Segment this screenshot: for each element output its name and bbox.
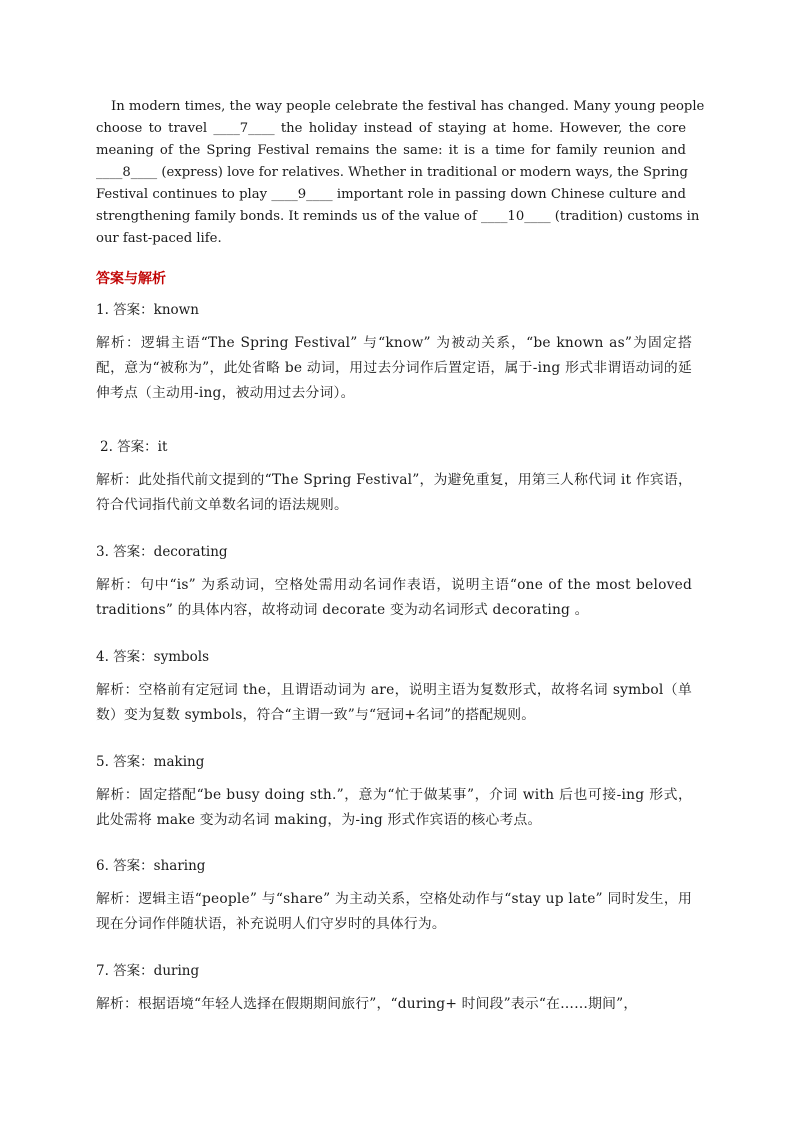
explanation-text: 解析：逻辑主语“The Spring Festival” 与“know” 为被动关系，“be known as”为固定搭配，意为“被称为”，此处省略 be 动词，用过去分词作后置定语，属于-ing 形式非谓语动词的延伸考点（主动用-ing，被动用过去分词）。 (96, 335, 692, 401)
passage-line: strengthening family bonds. It reminds us of the value of ____10____ (tradition) customs in (96, 209, 700, 224)
explanation-text: 解析：空格前有定冠词 the，且谓语动词为 are，说明主语为复数形式，故将名词 symbol（单数）变为复数 symbols，符合“主谓一致”与“冠词+名词”的搭配规则。 (96, 682, 692, 723)
document-page (96, 96, 705, 1012)
answer-line: 4. 答案：symbols (96, 649, 210, 665)
explanation-text: 解析：逻辑主语“people” 与“share” 为主动关系，空格处动作与“stay up late” 同时发生，用现在分词作伴随状语，补充说明人们守岁时的具体行为。 (96, 891, 692, 932)
explanation-text: 解析：根据语境“年轻人选择在假期期间旅行”，“during+ 时间段”表示“在……期间”， (96, 996, 638, 1012)
answer-line: 7. 答案：during (96, 963, 200, 979)
answer-item-1 (96, 300, 692, 406)
passage-line: In modern times, the way people celebrate the festival has changed. Many young people (111, 99, 705, 114)
explanation-text: 解析：句中“is” 为系动词，空格处需用动名词作表语，说明主语“one of the most beloved traditions” 的具体内容，故将动词 decorate 变为动名词形式 decorating 。 (96, 577, 692, 618)
answer-line: 6. 答案：sharing (96, 858, 206, 874)
answer-item-2 (96, 437, 692, 518)
passage-line: meaning of the Spring Festival remains the same: it is a time for family reunion and (96, 143, 686, 158)
passage-line: ____8____ (express) love for relatives. Whether in traditional or modern ways, the Spring (96, 165, 688, 180)
passage-line: Festival continues to play ____9____ important role in passing down Chinese culture and (96, 187, 686, 202)
cloze-passage (96, 96, 705, 250)
answer-item-5 (96, 752, 692, 833)
answer-line: 2. 答案：it (100, 439, 168, 455)
answer-item-3 (96, 542, 692, 623)
explanation-text: 解析：此处指代前文提到的“The Spring Festival”，为避免重复，用第三人称代词 it 作宾语，符合代词指代前文单数名词的语法规则。 (96, 472, 692, 513)
answer-line: 3. 答案：decorating (96, 544, 228, 560)
passage-line: choose to travel ____7____ the holiday instead of staying at home. However, the core (96, 121, 686, 136)
answer-item-4 (96, 647, 692, 728)
explanation-text: 解析：固定搭配“be busy doing sth.”，意为“忙于做某事”，介词 with 后也可接-ing 形式，此处需将 make 变为动名词 making，为-ing 形式作宾语的核心考点。 (96, 787, 692, 828)
section-title: 答案与解析 (96, 271, 166, 287)
answer-line: 1. 答案：known (96, 302, 199, 318)
answer-line: 5. 答案：making (96, 754, 205, 770)
answer-item-6 (96, 856, 692, 937)
passage-line: our fast-paced life. (96, 231, 222, 246)
answer-item-7 (96, 961, 692, 1017)
